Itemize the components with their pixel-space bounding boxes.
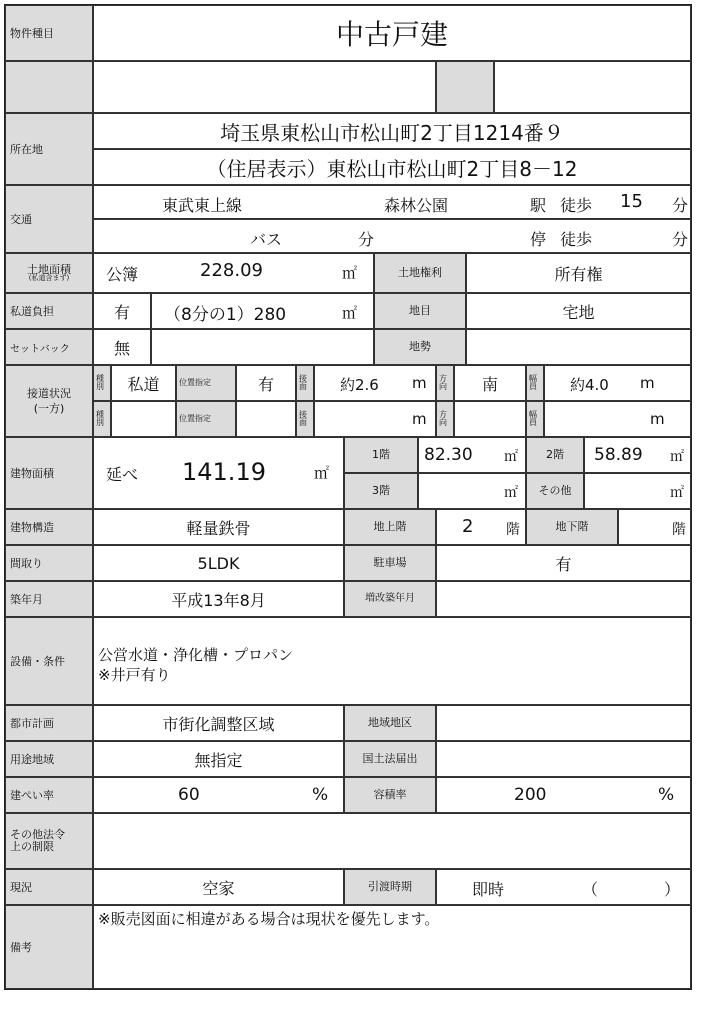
road-contact-label-1: 接面 [296, 365, 314, 401]
road-width-label-2: 幅員 [526, 401, 544, 437]
road-contact-unit: m [412, 374, 427, 392]
far-pct: % [658, 785, 675, 805]
label-other-limits [5, 813, 93, 869]
land-area-label-text: 土地面積 [27, 262, 71, 276]
label-setback: セットバック [5, 329, 93, 365]
label-structure: 建物構造 [5, 509, 93, 545]
floor-1-value: 82.30 [424, 445, 473, 465]
road-dir-label-1: 方向 [436, 365, 454, 401]
equipment-line-1: 公営水道・浄化槽・プロパン [98, 646, 294, 664]
label-building-area: 建物面積 [5, 437, 93, 509]
transport-station-suffix: 駅 [530, 196, 547, 215]
blank-cell-3 [494, 61, 691, 113]
road-dir-value-1: 南 [454, 365, 526, 401]
road-contact-unit-2: m [412, 410, 427, 428]
road-label-note: (一方) [33, 401, 65, 415]
floor-2-value: 58.89 [594, 445, 643, 465]
road-type-label-1: 種別 [93, 365, 111, 401]
chimoku-value: 宅地 [466, 293, 691, 329]
floor-1-label: 1階 [344, 437, 418, 473]
road-width-value: 約4.0 [570, 376, 609, 394]
handover-paren-open: （ [582, 880, 599, 899]
district-value [436, 705, 691, 741]
transport-walk-2: 徒歩 [560, 230, 593, 249]
land-area-unit: ㎡ [342, 264, 358, 282]
label-remarks: 備考 [5, 905, 93, 989]
label-chimoku: 地目 [374, 293, 466, 329]
structure-value: 軽量鉄骨 [93, 509, 344, 545]
transport-min-2: 分 [672, 230, 689, 249]
label-district: 地域地区 [344, 705, 436, 741]
transport-station: 森林公園 [384, 196, 449, 215]
road-width-unit-2: m [650, 410, 665, 428]
transport-min: 分 [672, 196, 689, 215]
bcr-pct: % [312, 785, 329, 805]
blank-label-cell [5, 61, 93, 113]
road-width-cell-2 [544, 401, 691, 437]
road-spec-label-1: 位置指定 [176, 365, 236, 401]
bcr-value: 60 [178, 785, 200, 805]
building-total-value: 141.19 [182, 458, 266, 486]
remarks-text: ※販売図面に相違がある場合は現状を優先します。 [98, 910, 440, 928]
road-width-label-1: 幅員 [526, 365, 544, 401]
road-width-cell-1 [544, 365, 691, 401]
equipment-line-2: ※井戸有り [98, 666, 171, 684]
label-parking: 駐車場 [344, 545, 436, 581]
road-type-label-2: 種別 [93, 401, 111, 437]
road-contact-label-2: 接面 [296, 401, 314, 437]
label-bcr: 建ぺい率 [5, 777, 93, 813]
label-far: 容積率 [344, 777, 436, 813]
label-layout: 間取り [5, 545, 93, 581]
label-land-right: 土地権利 [374, 253, 466, 293]
land-area-label-note: (私道含まず) [28, 274, 70, 283]
road-type-value-1: 私道 [111, 365, 176, 401]
other-limits-line-2: 上の制限 [10, 840, 54, 853]
label-land-area [5, 253, 93, 293]
status-value: 空家 [93, 869, 344, 905]
label-use-zone: 用途地域 [5, 741, 93, 777]
use-zone-value: 無指定 [93, 741, 344, 777]
setback-value: 無 [93, 329, 151, 365]
floor-other-label: その他 [526, 473, 584, 509]
label-property-type: 物件種目 [5, 5, 93, 61]
label-basement: 地下階 [526, 509, 618, 545]
label-ground-floors: 地上階 [344, 509, 436, 545]
transport-walk-minutes: 15 [620, 191, 643, 212]
private-road-unit: ㎡ [342, 304, 358, 322]
road-dir-value-2 [454, 401, 526, 437]
other-limits-value [93, 813, 691, 869]
built-value: 平成13年8月 [93, 581, 344, 617]
blank-cell-2 [436, 61, 494, 113]
label-city-plan: 都市計画 [5, 705, 93, 741]
road-type-value-2 [111, 401, 176, 437]
road-dir-label-2: 方向 [436, 401, 454, 437]
transport-stop: 停 [530, 230, 547, 249]
parking-value: 有 [436, 545, 691, 581]
label-private-road: 私道負担 [5, 293, 93, 329]
label-handover: 引渡時期 [344, 869, 436, 905]
transport-bus-min: 分 [358, 230, 375, 249]
building-total-label: 延べ [106, 465, 139, 484]
extension-value [436, 581, 691, 617]
floor-other-unit: ㎡ [670, 485, 684, 501]
basement-suffix: 階 [672, 522, 686, 538]
private-road-flag: 有 [93, 293, 151, 329]
label-terrain: 地勢 [374, 329, 466, 365]
road-label-text: 接道状況 [27, 386, 71, 400]
transport-line: 東武東上線 [162, 196, 243, 215]
label-road [5, 365, 93, 437]
floor-2-unit: ㎡ [670, 449, 684, 465]
terrain-value [466, 329, 691, 365]
transport-row-2 [93, 219, 691, 253]
transport-walk: 徒歩 [560, 196, 593, 215]
other-limits-line-1: その他法令 [10, 828, 65, 842]
road-contact-value: 約2.6 [340, 376, 379, 394]
label-extension: 増改築年月 [344, 581, 436, 617]
road-spec-value-2 [236, 401, 296, 437]
transport-bus: バス [250, 230, 283, 249]
label-equipment: 設備・条件 [5, 617, 93, 705]
setback-blank [151, 329, 374, 365]
road-spec-value-1: 有 [236, 365, 296, 401]
road-spec-label-2: 位置指定 [176, 401, 236, 437]
label-transport: 交通 [5, 185, 93, 253]
far-value: 200 [514, 785, 547, 805]
land-area-value: 228.09 [200, 260, 263, 281]
label-status: 現況 [5, 869, 93, 905]
land-right-value: 所有権 [466, 253, 691, 293]
location-residential: （住居表示）東松山市松山町2丁目8－12 [93, 149, 691, 185]
floor-3-unit: ㎡ [504, 485, 518, 501]
land-area-kobo: 公簿 [106, 265, 139, 284]
label-national-land: 国土法届出 [344, 741, 436, 777]
label-built: 築年月 [5, 581, 93, 617]
handover-paren-close: ） [664, 880, 681, 899]
ground-floors-suffix: 階 [506, 522, 520, 538]
ground-floors-value: 2 [462, 516, 474, 537]
blank-cell-1 [93, 61, 436, 113]
bcr-cell [93, 777, 344, 813]
far-cell [436, 777, 691, 813]
national-land-value [436, 741, 691, 777]
floor-1-unit: ㎡ [504, 449, 518, 465]
property-type-value: 中古戸建 [93, 5, 691, 61]
label-location: 所在地 [5, 113, 93, 185]
layout-value: 5LDK [93, 545, 344, 581]
floor-3-label: 3階 [344, 473, 418, 509]
handover-value: 即時 [472, 880, 505, 899]
location-address: 埼玉県東松山市松山町2丁目1214番９ [93, 113, 691, 149]
private-road-share: （8分の1）280 [164, 305, 287, 325]
road-width-unit: m [640, 374, 655, 392]
building-total-unit: ㎡ [314, 464, 330, 482]
city-plan-value: 市街化調整区域 [93, 705, 344, 741]
floor-2-label: 2階 [526, 437, 584, 473]
